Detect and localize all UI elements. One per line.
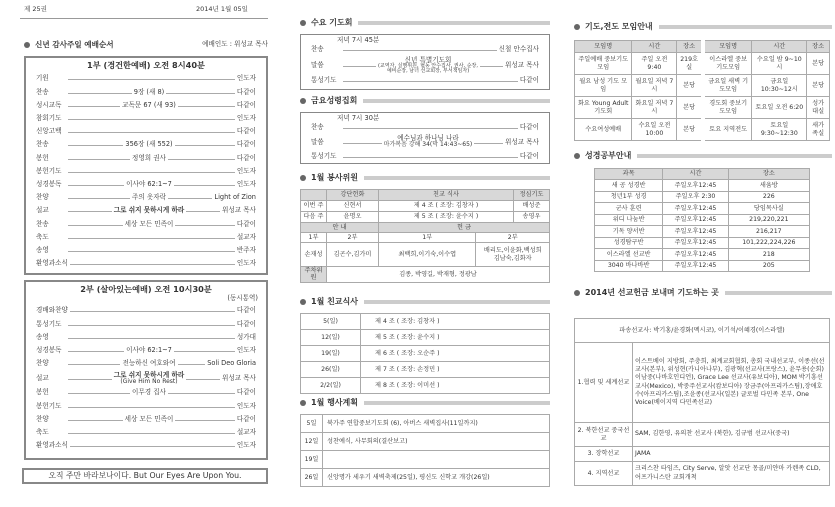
service2-subtitle: (동시통역) — [227, 293, 258, 302]
bible-cell: 226 — [728, 191, 809, 203]
order-item-detail-3: 예비순장, 남녀 선교회장, 부서책임자) — [386, 68, 470, 75]
fellowship-group: 제 6 조 ( 조장: 오순주 ) — [361, 346, 550, 362]
order-item-role: 다같이 — [236, 140, 256, 149]
wed-time: 저녁 7시 45분 — [337, 36, 380, 44]
fellowship-group: 제 5 조 ( 조장: 윤수지 ) — [361, 330, 550, 346]
prayer-header-cell: 시간 — [752, 41, 807, 53]
order-item-detail: 세상 모든 민족이 — [124, 414, 174, 423]
order-row — [26, 192, 266, 205]
fellowship-group: 제 8 조 ( 조장: 이미선 ) — [361, 378, 550, 394]
bible-row — [595, 260, 810, 272]
event-date: 5일 — [301, 415, 323, 433]
servers-title: 1월 봉사위원 — [311, 173, 358, 182]
fellowship-heading — [300, 297, 550, 307]
order-item-detail: 신년 특별기도회 — [404, 55, 452, 64]
prayer-header-cell: 모임명 — [703, 41, 752, 53]
bible-cell: 101,222,224,226 — [728, 237, 809, 249]
order-item-role: 다같이 — [236, 87, 256, 96]
order-item-detail: 그로 쉬지 못하시게 하라 — [113, 370, 185, 379]
fellowship-row — [301, 330, 550, 346]
prayer-table — [574, 40, 830, 141]
bible-cell: 이스라엘 선교반 — [595, 249, 663, 261]
order-item-label: 기원 — [36, 74, 49, 83]
order-item-role: 인도자 — [236, 166, 256, 175]
order-item-role: 다같이 — [519, 76, 539, 85]
order-item-label: 성경봉독 — [36, 179, 62, 188]
event-date: 12일 — [301, 433, 323, 451]
footer-motto: 오직 주만 바라보나이다. But Our Eyes Are Upon You. — [22, 468, 268, 484]
missions-category: 2. 북한선교 중국선교 — [575, 423, 633, 447]
prayer-header-row — [575, 41, 830, 53]
bible-row — [595, 203, 810, 215]
order-item-role: 인도자 — [236, 114, 256, 122]
prayer-cell: 월요일 저녁 7시 — [632, 75, 677, 97]
prayer-cell: 토요일 오전 6:20 — [752, 97, 807, 119]
service2-box — [24, 280, 268, 460]
order-item-role: 다같이 — [519, 123, 539, 132]
fellowship-group: 제 4 조 ( 조장: 김창자 ) — [361, 314, 550, 330]
order-row — [26, 126, 266, 139]
order-item-role: 반주자 — [236, 245, 256, 254]
fellowship-title: 1월 친교식사 — [311, 297, 358, 306]
bullet-icon — [24, 42, 30, 48]
fellowship-date: 12(일) — [301, 330, 361, 346]
bible-header-cell: 장소 — [728, 169, 809, 180]
order-item-label: 설교 — [36, 373, 49, 382]
bullet-icon — [574, 24, 580, 30]
wed-order — [301, 45, 549, 87]
order-row — [301, 56, 549, 76]
prayer-cell: 토요일 9:30~12:30 — [752, 119, 807, 141]
order-item-role: 위성교 목사 — [505, 137, 539, 146]
order-row — [26, 139, 266, 152]
fellowship-date: 19(일) — [301, 346, 361, 362]
order-row — [26, 358, 266, 371]
bible-cell: 새움방 — [728, 180, 809, 192]
bible-cell: 당임목사실 — [728, 203, 809, 215]
order-item-role: 인도자 — [236, 346, 256, 354]
order-item-detail-2: (교역자, 실행위원, 협동 안수집사, 권사, 순장, — [378, 62, 478, 69]
bible-cell: 주일오후12:45 — [663, 226, 728, 238]
missions-table — [574, 318, 830, 486]
order-item-detail-2: 마가복음 강해 34(막 14:43~65) — [383, 140, 473, 148]
prayer-cell: 이스라엘 중보기도모임 — [703, 53, 752, 75]
order-item-detail: 교독문 67 (새 93) — [122, 100, 176, 109]
order-item-role: 성가대 — [236, 332, 256, 341]
order-item-label: 환영과소식 — [36, 259, 68, 268]
bullet-icon — [574, 153, 580, 159]
bible-cell: 주일오후12:45 — [663, 180, 728, 192]
bible-cell: 위디 나눔반 — [595, 214, 663, 226]
service2-order — [26, 305, 266, 453]
order-item-role: 설교자 — [236, 232, 256, 241]
fellowship-row — [301, 362, 550, 378]
fellowship-group: 제 7 조 ( 조장: 손정민 ) — [361, 362, 550, 378]
fellowship-row — [301, 314, 550, 330]
order-row — [26, 344, 266, 357]
bible-row — [595, 249, 810, 261]
fellowship-date: 5(일) — [301, 314, 361, 330]
order-item-role: 인도자 — [236, 179, 256, 188]
fellowship-date: 26(일) — [301, 362, 361, 378]
fri-heading — [300, 96, 550, 106]
bible-cell: 주일오후12:45 — [663, 214, 728, 226]
order-item-role: 인도자 — [236, 74, 256, 83]
prayer-heading — [574, 22, 832, 32]
prayer-cell: 수요일 오전 10:00 — [632, 119, 677, 141]
order-row — [26, 244, 266, 257]
order-item-label: 설교 — [36, 206, 49, 215]
bible-cell: 3040 바나바반 — [595, 260, 663, 272]
order-item-detail: 이사야 62:1~7 — [126, 346, 172, 354]
servers-table: 강단헌화 친교 식사 정심기도 이번 주 신현서 제 4 조 ( 조장: 김창자 ) 배성준 다음 주 윤명오 제 5 조 ( 조장: 윤수지 ) 송영우 안 내 헌 금 1부 2부 1부 2부 손재성 김곤수,김가미 최백희,이기숙,이수엽 배리도,이윤화,백성희 김남숙,김화자 주차위원 김종, 박영길, 박재형, 정광남 — [300, 189, 550, 283]
order-item-label: 봉헌 — [36, 153, 49, 162]
order-item-role: 위성교 목사 — [222, 373, 256, 382]
bible-cell: 주일오후 2:30 — [663, 191, 728, 203]
bible-row — [595, 180, 810, 192]
missions-category: 3. 장학선교 — [575, 447, 633, 462]
bible-cell: 청년1부 성경 — [595, 191, 663, 203]
bible-row — [595, 237, 810, 249]
fellowship-table — [300, 313, 550, 394]
bible-cell: 216,217 — [728, 226, 809, 238]
wed-heading — [300, 18, 550, 28]
prayer-header-cell: 장소 — [677, 41, 703, 53]
order-item-label: 찬송 — [36, 87, 49, 96]
prayer-row — [575, 97, 830, 119]
order-item-detail: 정영희 권사 — [132, 153, 166, 162]
order-item-detail: 9장 (새 8) — [133, 87, 165, 96]
missions-list: SAM, 김한영, 유의찬 선교사 (북한), 김규범 선교사(중국) — [633, 423, 830, 447]
order-item-label: 참회기도 — [36, 114, 62, 122]
order-item-role: 신철 안수집사 — [498, 45, 539, 54]
missions-row — [575, 423, 830, 447]
order-row — [26, 205, 266, 218]
order-item-detail: 이사야 62:1~7 — [126, 179, 172, 188]
bible-row — [595, 226, 810, 238]
prayer-cell: 화요일 저녁 7시 — [632, 97, 677, 119]
order-item-role: 다같이 — [236, 100, 256, 109]
order-item-label: 송영 — [36, 332, 49, 341]
prayer-cell: 본당 — [677, 119, 703, 141]
order-item-label: 찬송 — [36, 140, 49, 149]
order-row — [301, 76, 549, 87]
order-item-label: 환영과소식 — [36, 441, 68, 450]
missions-sent: 파송선교사: 박기홍/윤경화(멕시코), 이기석/이혜경(이스라엘) — [575, 319, 830, 343]
order-item-role: Light of Zion — [214, 193, 256, 202]
bible-row — [595, 191, 810, 203]
wed-box — [300, 34, 550, 90]
prayer-cell: 월요 남성 기도 모임 — [575, 75, 632, 97]
bible-heading — [574, 151, 832, 161]
order-item-label: 찬송 — [36, 219, 49, 228]
order-row — [26, 371, 266, 387]
event-desc — [323, 451, 550, 469]
missions-top-row — [575, 319, 830, 343]
events-heading — [300, 398, 550, 408]
bullet-icon — [300, 98, 306, 104]
service1-box — [24, 56, 268, 275]
order-item-role: 인도자 — [236, 401, 256, 410]
prayer-row — [575, 119, 830, 141]
bible-table — [594, 168, 810, 272]
order-row — [26, 413, 266, 426]
events-table — [300, 414, 550, 487]
fri-time: 저녁 7시 30분 — [337, 114, 380, 122]
order-item-label: 경배와찬양 — [36, 306, 68, 315]
prayer-cell: 토요 지역전도 — [703, 119, 752, 141]
fellowship-row — [301, 346, 550, 362]
event-desc: 성찬예식, 사무회의(결산보고) — [323, 433, 550, 451]
order-row — [301, 45, 549, 56]
bible-cell: 새 공 성경반 — [595, 180, 663, 192]
prayer-cell: 새가족실 — [807, 119, 830, 141]
service2-title: 2부 (살아있는예배) 오전 10시30분 — [80, 284, 212, 294]
order-row — [26, 426, 266, 439]
event-row — [301, 433, 550, 451]
bullet-icon — [300, 20, 306, 26]
missions-list: 이스트베이 지방회, 주충희, 최계교회협회, 총회 국내선교부, 이종선(선교사(본부), 위성현(카니아나부), 김광혁(선교사(프랑스), 윤무용(순회) 이남중(나바호인디언), Grace Lee 선교사(유보디아), MOM 박기흥선교사(Mexico), 박중주선교사(캄보디아) 장금주(아프리카스팀),장애호수(아프리카스팀),조윤종(선교사(일본) 글로벌 다민족 본부, One Voice(베이지역 다민족선교) — [633, 343, 830, 423]
order-item-label: 성시교독 — [36, 100, 62, 109]
order-row — [26, 440, 266, 453]
missions-category: 1.협력 및 세계선교 — [575, 343, 633, 423]
prayer-cell: 수요일 밤 9~10시 — [752, 53, 807, 75]
prayer-cell: 본당 — [677, 75, 703, 97]
bible-cell: 219,220,221 — [728, 214, 809, 226]
order-item-role: 인도자 — [236, 259, 256, 268]
order-item-detail: 그로 쉬지 못하시게 하라 — [113, 206, 185, 215]
event-row — [301, 415, 550, 433]
order-item-detail: 세상 모든 민족이 — [124, 219, 174, 228]
order-row — [26, 318, 266, 331]
order-item-label: 통성기도 — [311, 76, 337, 85]
order-row — [301, 123, 549, 134]
prayer-cell: 주일 오전 9:40 — [632, 53, 677, 75]
prayer-cell: 본당 — [807, 53, 830, 75]
order-item-label: 축도 — [36, 427, 49, 436]
order-item-label: 송영 — [36, 245, 49, 254]
prayer-cell: 경도회 중보기도모임 — [703, 97, 752, 119]
fri-title: 금요성령집회 — [311, 96, 358, 105]
event-date: 19일 — [301, 451, 323, 469]
order-item-label: 찬양 — [36, 193, 49, 202]
order-row — [26, 86, 266, 99]
bullet-icon — [574, 290, 580, 296]
bullet-icon — [300, 299, 306, 305]
order-item-role: 다같이 — [236, 414, 256, 423]
order-row — [26, 257, 266, 270]
prayer-cell: 성가대실 — [807, 97, 830, 119]
bible-cell: 군사 훈련 — [595, 203, 663, 215]
missions-list: JAMA — [633, 447, 830, 462]
fellowship-row — [301, 378, 550, 394]
fri-box — [300, 112, 550, 164]
order-item-label: 찬양 — [36, 414, 49, 423]
bible-cell: 기독 양서반 — [595, 226, 663, 238]
servers-heading — [300, 173, 550, 183]
order-item-label: 신앙고백 — [36, 127, 62, 136]
bullet-icon — [300, 175, 306, 181]
order-row — [26, 152, 266, 165]
order-item-detail: 356장 (새 552) — [125, 140, 173, 149]
order-row — [26, 112, 266, 125]
prayer-cell: 본당 — [677, 97, 703, 119]
bible-cell: 주일오후12:45 — [663, 260, 728, 272]
order-item-detail-2: (Give Him No Rest) — [120, 377, 178, 385]
bible-header-cell: 시간 — [663, 169, 728, 180]
issue-date: 2014년 1월 05일 — [196, 5, 248, 13]
order-row — [26, 165, 266, 178]
new-year-heading — [24, 40, 268, 49]
order-row — [26, 73, 266, 86]
event-desc: 북가주 연합중보기도회 (6), 아버스 새벽집사(11일까지) — [323, 415, 550, 433]
order-item-role: 다같이 — [236, 219, 256, 228]
order-item-role: 설교자 — [236, 427, 256, 436]
missions-list: 크리스찬 타임즈, City Serve, 알앗 선교단 몽골/미얀마 카렌족 CLD, 어프가니스탄 교회개척 — [633, 462, 830, 486]
order-item-detail: 주의 옷자락 — [132, 193, 166, 202]
event-row — [301, 469, 550, 487]
header-rule — [20, 18, 268, 19]
missions-category: 4. 지역선교 — [575, 462, 633, 486]
prayer-title: 기도,전도 모임안내 — [585, 22, 653, 31]
order-row — [26, 331, 266, 344]
order-item-detail: 전능하신 여호와여 — [122, 359, 176, 368]
order-item-label: 찬송 — [311, 45, 324, 54]
order-item-label: 통성기도 — [311, 152, 337, 161]
bible-cell: 주일오후12:45 — [663, 249, 728, 261]
new-year-label: 신년 감사주일 예배순서 — [35, 40, 114, 49]
service1-title: 1부 (경건한예배) 오전 8시40분 — [87, 60, 205, 70]
order-row — [26, 99, 266, 112]
order-item-label: 성경봉독 — [36, 346, 62, 354]
missions-row — [575, 447, 830, 462]
order-row — [26, 305, 266, 318]
fri-order — [301, 123, 549, 163]
prayer-header-cell: 시간 — [632, 41, 677, 53]
order-item-label: 말씀 — [311, 60, 324, 69]
order-item-detail: 예수님과 하나님 나라 — [397, 133, 459, 142]
order-row — [26, 400, 266, 413]
prayer-cell: 화요 Young Adult 기도회 — [575, 97, 632, 119]
order-item-label: 봉헌 — [36, 388, 49, 397]
order-item-label: 축도 — [36, 232, 49, 241]
order-item-role: 위성교 목사 — [222, 206, 256, 215]
missions-title: 2014년 선교헌금 보내며 기도하는 곳 — [585, 288, 719, 297]
prayer-row — [575, 75, 830, 97]
order-item-role: 다같이 — [519, 152, 539, 161]
prayer-cell: 219호실 — [677, 53, 703, 75]
order-row — [301, 152, 549, 163]
bible-cell: 주일오후12:45 — [663, 237, 728, 249]
bible-cell: 205 — [728, 260, 809, 272]
prayer-cell: 금요일 새벽 기도모임 — [703, 75, 752, 97]
prayer-header-cell: 장소 — [807, 41, 830, 53]
order-item-label: 찬송 — [311, 123, 324, 132]
bible-title: 성경공부안내 — [585, 151, 632, 160]
bible-cell: 218 — [728, 249, 809, 261]
worship-leader: 예배인도 : 위성교 목사 — [202, 39, 268, 48]
event-row — [301, 451, 550, 469]
order-row — [26, 178, 266, 191]
order-item-role: 다같이 — [236, 319, 256, 328]
order-item-detail: 이무경 집사 — [132, 388, 166, 397]
bible-cell: 주일오후12:45 — [663, 203, 728, 215]
servers-head-meal: 친교 식사 — [379, 190, 514, 201]
servers-head-altar: 강단헌화 — [327, 190, 379, 201]
event-desc: 신앙명가 세우기 새벽축제(25일), 평신도 신학교 개강(26일) — [323, 469, 550, 487]
event-date: 26일 — [301, 469, 323, 487]
prayer-cell: 금요일 10:30~12시 — [752, 75, 807, 97]
bible-header-row — [595, 169, 810, 180]
order-item-role: Soli Deo Gloria — [207, 359, 256, 368]
service1-order — [26, 73, 266, 271]
fellowship-date: 2/2(일) — [301, 378, 361, 394]
bullet-icon — [300, 400, 306, 406]
issue-number: 제 25권 — [24, 5, 47, 13]
order-item-role: 다같이 — [236, 306, 256, 315]
order-item-role: 다같이 — [236, 388, 256, 397]
servers-head-prayer: 정심기도 — [514, 190, 550, 201]
prayer-row — [575, 53, 830, 75]
bible-row — [595, 214, 810, 226]
order-row — [301, 134, 549, 152]
order-item-label: 봉헌기도 — [36, 166, 62, 175]
order-item-label: 말씀 — [311, 137, 324, 146]
order-row — [26, 231, 266, 244]
prayer-cell: 본당 — [807, 75, 830, 97]
prayer-cell: 수요여성예배 — [575, 119, 632, 141]
order-item-role: 다같이 — [236, 127, 256, 136]
order-item-label: 통성기도 — [36, 319, 62, 328]
prayer-cell: 주일예배 중보기도모임 — [575, 53, 632, 75]
missions-heading — [574, 288, 832, 298]
order-item-role: 위성교 목사 — [505, 60, 539, 69]
bible-header-cell: 과목 — [595, 169, 663, 180]
bible-cell: 성경탐구반 — [595, 237, 663, 249]
events-title: 1월 행사계획 — [311, 398, 358, 407]
order-item-label: 봉헌기도 — [36, 401, 62, 410]
order-item-role: 인도자 — [236, 441, 256, 450]
prayer-header-cell: 모임명 — [575, 41, 632, 53]
order-row — [26, 218, 266, 231]
order-row — [26, 387, 266, 400]
order-item-label: 찬양 — [36, 359, 49, 368]
order-item-role: 다같이 — [236, 153, 256, 162]
wed-title: 수요 기도회 — [311, 18, 353, 27]
missions-row — [575, 343, 830, 423]
missions-row — [575, 462, 830, 486]
